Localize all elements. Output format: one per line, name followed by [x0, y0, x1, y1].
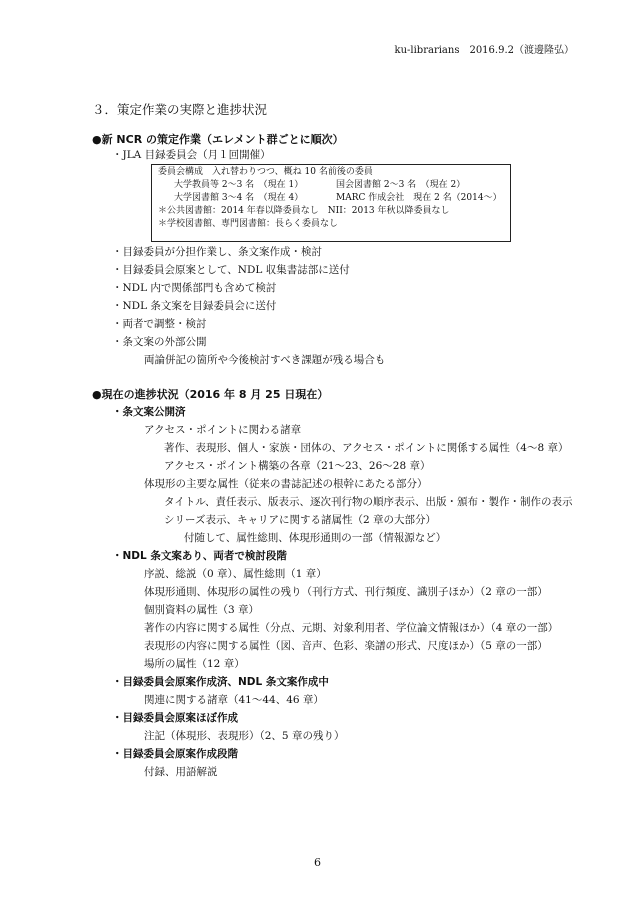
- page-number: 6: [314, 856, 321, 869]
- status-line: タイトル、責任表示、版表示、逐次刊行物の順序表示、出版・頒布・製作・制作の表示: [164, 496, 573, 508]
- list-item: ・両者で調整・検討: [112, 318, 207, 330]
- list-item: ・目録委員会原案として、NDL 収集書誌部に送付: [112, 264, 350, 276]
- note-line: 両論併記の箇所や今後検討すべき課題が残る場合も: [144, 354, 386, 366]
- status-line: 注記（体現形、表現形）（2、5 章の残り）: [144, 730, 345, 742]
- box-line: 大学図書館 3〜4 名 （現在 4）: [174, 193, 304, 203]
- box-line: ＊学校図書館、専門図書館：長らく委員なし: [158, 219, 339, 229]
- status-line: 付録、用語解説: [144, 766, 218, 778]
- status-line: ・目録委員会原案ほぼ作成: [112, 712, 238, 724]
- status-line: アクセス・ポイント構築の各章（21〜23、26〜28 章）: [164, 460, 431, 472]
- section-title: ３．策定作業の実際と進捗状況: [92, 102, 268, 117]
- status-line: 著作、表現形、個人・家族・団体の、アクセス・ポイントに関係する属性（4〜8 章）: [164, 442, 569, 454]
- status-line: 体現形通則、体現形の属性の残り（刊行方式、刊行頻度、識別子ほか）（2 章の一部）: [144, 586, 548, 598]
- status-line: 個別資料の属性（3 章）: [144, 604, 260, 616]
- list-item: ・NDL 内で関係部門も含めて検討: [112, 282, 277, 294]
- page-header: ku-librarians 2016.9.2（渡邊隆弘）: [394, 45, 574, 56]
- status-line: 付随して、属性総則、体現形通則の一部（情報源など）: [184, 532, 447, 544]
- list-item: ・条文案の外部公開: [112, 336, 207, 348]
- jla-committee-line: ・JLA 目録委員会（月１回開催）: [112, 149, 271, 161]
- status-line: シリーズ表示、キャリアに関する諸属性（2 章の大部分）: [164, 514, 436, 526]
- status-line: 序説、総説（0 章）、属性総則（1 章）: [144, 568, 327, 580]
- status-line: ・目録委員会原案作成段階: [112, 748, 238, 760]
- status-line: ・NDL 条文案あり、両者で検討段階: [112, 550, 287, 562]
- status-line: ・条文案公開済: [112, 406, 186, 418]
- box-line: 大学教員等 2〜3 名 （現在 1）: [174, 180, 304, 190]
- part2-heading: ●現在の進捗状況（2016 年 8 月 25 日現在）: [92, 388, 329, 401]
- status-line: 体現形の主要な属性（従来の書誌記述の根幹にあたる部分）: [144, 478, 428, 490]
- status-line: 著作の内容に関する属性（分点、元期、対象利用者、学位論文情報ほか）（4 章の一部）: [144, 622, 559, 634]
- status-line: アクセス・ポイントに関わる諸章: [144, 424, 302, 436]
- status-line: 表現形の内容に関する属性（図、音声、色彩、楽譜の形式、尺度ほか）（5 章の一部）: [144, 640, 548, 652]
- list-item: ・目録委員が分担作業し、条文案作成・検討: [112, 246, 322, 258]
- box-line: 委員会構成 入れ替わりつつ、概ね 10 名前後の委員: [158, 167, 373, 177]
- box-line: MARC 作成会社 現在 2 名（2014〜）: [336, 193, 502, 203]
- status-line: 関連に関する諸章（41〜44、46 章）: [144, 694, 324, 706]
- part1-heading: ●新 NCR の策定作業（エレメント群ごとに順次）: [92, 133, 344, 146]
- list-item: ・NDL 条文案を目録委員会に送付: [112, 300, 277, 312]
- box-line: ＊公共図書館：2014 年春以降委員なし NII：2013 年秋以降委員なし: [158, 206, 450, 216]
- status-line: 場所の属性（12 章）: [144, 658, 245, 670]
- box-line: 国会図書館 2〜3 名 （現在 2）: [336, 180, 466, 190]
- status-line: ・目録委員会原案作成済、NDL 条文案作成中: [112, 676, 329, 688]
